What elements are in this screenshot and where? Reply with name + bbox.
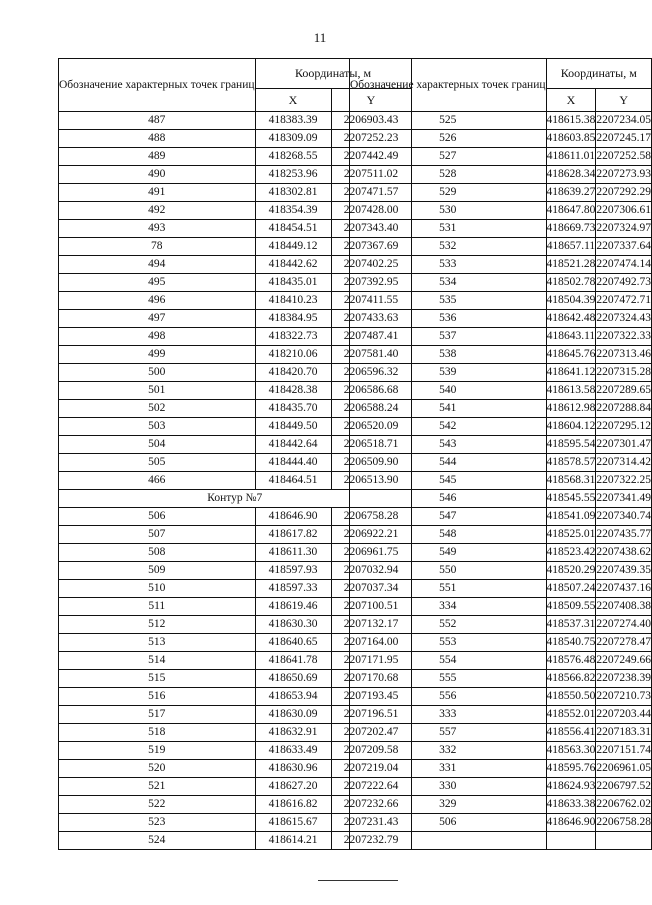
table-row bbox=[350, 328, 652, 346]
y-cell: 2207301.47 bbox=[596, 436, 652, 454]
y-cell: 2207232.66 bbox=[331, 796, 411, 814]
x-cell: 418454.51 bbox=[255, 220, 331, 238]
x-cell: 418603.85 bbox=[546, 130, 596, 148]
point-id-cell: 493 bbox=[59, 220, 256, 238]
y-cell: 2207170.68 bbox=[331, 670, 411, 688]
x-cell: 418633.38 bbox=[546, 796, 596, 814]
y-cell: 2207337.64 bbox=[596, 238, 652, 256]
x-cell: 418520.29 bbox=[546, 562, 596, 580]
x-cell: 418428.38 bbox=[255, 382, 331, 400]
point-id-cell: 523 bbox=[59, 814, 256, 832]
x-cell: 418537.31 bbox=[546, 616, 596, 634]
table-row bbox=[350, 724, 652, 742]
y-cell: 2207439.35 bbox=[596, 562, 652, 580]
y-cell: 2207367.69 bbox=[331, 238, 411, 256]
x-cell: 418647.80 bbox=[546, 202, 596, 220]
point-id-cell: 527 bbox=[350, 148, 547, 166]
point-id-cell: 488 bbox=[59, 130, 256, 148]
y-cell: 2207196.51 bbox=[331, 706, 411, 724]
x-cell: 418615.67 bbox=[255, 814, 331, 832]
y-cell: 2207193.45 bbox=[331, 688, 411, 706]
table-row bbox=[350, 616, 652, 634]
point-id-cell: 521 bbox=[59, 778, 256, 796]
table-row bbox=[350, 310, 652, 328]
x-cell: 418624.93 bbox=[546, 778, 596, 796]
y-cell: 2207471.57 bbox=[331, 184, 411, 202]
point-id-cell: 540 bbox=[350, 382, 547, 400]
x-cell: 418525.01 bbox=[546, 526, 596, 544]
y-cell: 2207340.74 bbox=[596, 508, 652, 526]
table-row bbox=[350, 292, 652, 310]
x-cell: 418628.34 bbox=[546, 166, 596, 184]
y-cell: 2207183.31 bbox=[596, 724, 652, 742]
page-number: 11 bbox=[313, 30, 327, 45]
point-id-cell: 549 bbox=[350, 544, 547, 562]
point-id-cell: 520 bbox=[59, 760, 256, 778]
footer-divider bbox=[318, 880, 398, 881]
point-id-cell: 541 bbox=[350, 400, 547, 418]
x-cell: 418619.46 bbox=[255, 598, 331, 616]
point-id-cell: 529 bbox=[350, 184, 547, 202]
x-cell: 418630.96 bbox=[255, 760, 331, 778]
x-cell: 418383.39 bbox=[255, 112, 331, 130]
table-row bbox=[350, 706, 652, 724]
y-header: Y bbox=[331, 88, 411, 111]
y-cell: 2207222.64 bbox=[331, 778, 411, 796]
point-id-cell: 332 bbox=[350, 742, 547, 760]
point-id-cell: 333 bbox=[350, 706, 547, 724]
table-row bbox=[350, 490, 652, 508]
y-cell: 2207315.28 bbox=[596, 364, 652, 382]
y-cell: 2207288.84 bbox=[596, 400, 652, 418]
y-cell: 2207341.49 bbox=[596, 490, 652, 508]
x-header: X bbox=[546, 88, 596, 111]
x-cell: 418630.09 bbox=[255, 706, 331, 724]
y-cell: 2206797.52 bbox=[596, 778, 652, 796]
point-id-cell: 503 bbox=[59, 418, 256, 436]
coords-header: Координаты, м bbox=[546, 59, 652, 89]
table-row bbox=[350, 418, 652, 436]
x-cell: 418614.21 bbox=[255, 832, 331, 850]
table-row bbox=[350, 760, 652, 778]
table-row bbox=[350, 346, 652, 364]
x-cell: 418595.76 bbox=[546, 760, 596, 778]
y-cell: 2207164.00 bbox=[331, 634, 411, 652]
x-cell: 418611.01 bbox=[546, 148, 596, 166]
x-cell: 418650.69 bbox=[255, 670, 331, 688]
point-id-cell: 494 bbox=[59, 256, 256, 274]
y-cell: 2207322.33 bbox=[596, 328, 652, 346]
table-row bbox=[350, 688, 652, 706]
x-cell: 418566.82 bbox=[546, 670, 596, 688]
point-id-cell: 517 bbox=[59, 706, 256, 724]
point-id-cell: 547 bbox=[350, 508, 547, 526]
x-cell: 418563.30 bbox=[546, 742, 596, 760]
point-id-cell: 542 bbox=[350, 418, 547, 436]
y-cell: 2206758.28 bbox=[331, 508, 411, 526]
y-cell: 2207581.40 bbox=[331, 346, 411, 364]
y-cell: 2206762.02 bbox=[596, 796, 652, 814]
y-cell: 2207231.43 bbox=[331, 814, 411, 832]
x-cell: 418653.94 bbox=[255, 688, 331, 706]
point-id-cell: 556 bbox=[350, 688, 547, 706]
y-cell: 2206586.68 bbox=[331, 382, 411, 400]
point-id-cell: 522 bbox=[59, 796, 256, 814]
x-cell: 418435.01 bbox=[255, 274, 331, 292]
y-cell: 2207032.94 bbox=[331, 562, 411, 580]
table-row bbox=[350, 112, 652, 130]
point-id-cell: 537 bbox=[350, 328, 547, 346]
x-cell: 418576.48 bbox=[546, 652, 596, 670]
y-cell: 2207203.44 bbox=[596, 706, 652, 724]
y-cell: 2207492.73 bbox=[596, 274, 652, 292]
x-cell: 418578.57 bbox=[546, 454, 596, 472]
y-cell: 2207232.79 bbox=[331, 832, 411, 850]
point-id-cell: 499 bbox=[59, 346, 256, 364]
point-header: Обозначение характерных точек границ bbox=[59, 59, 256, 112]
point-id-cell: 504 bbox=[59, 436, 256, 454]
point-id-cell: 500 bbox=[59, 364, 256, 382]
y-header: Y bbox=[596, 88, 652, 111]
table-row bbox=[350, 544, 652, 562]
y-cell: 2207219.04 bbox=[331, 760, 411, 778]
y-cell: 2207252.23 bbox=[331, 130, 411, 148]
y-cell: 2207292.29 bbox=[596, 184, 652, 202]
x-cell: 418643.11 bbox=[546, 328, 596, 346]
x-cell: 418540.75 bbox=[546, 634, 596, 652]
point-id-cell: 508 bbox=[59, 544, 256, 562]
table-row bbox=[350, 778, 652, 796]
table-row bbox=[350, 166, 652, 184]
x-cell: 418509.55 bbox=[546, 598, 596, 616]
point-id-cell: 334 bbox=[350, 598, 547, 616]
x-cell: 418657.11 bbox=[546, 238, 596, 256]
table-row bbox=[350, 238, 652, 256]
y-cell: 2207100.51 bbox=[331, 598, 411, 616]
table-row bbox=[350, 526, 652, 544]
point-id-cell: 516 bbox=[59, 688, 256, 706]
y-cell: 2207313.46 bbox=[596, 346, 652, 364]
x-cell: 418597.33 bbox=[255, 580, 331, 598]
y-cell: 2207487.41 bbox=[331, 328, 411, 346]
y-cell: 2207472.71 bbox=[596, 292, 652, 310]
point-id-cell: 552 bbox=[350, 616, 547, 634]
point-id-cell: 548 bbox=[350, 526, 547, 544]
point-id-cell: 551 bbox=[350, 580, 547, 598]
x-cell: 418449.50 bbox=[255, 418, 331, 436]
y-cell: 2207343.40 bbox=[331, 220, 411, 238]
table-row bbox=[350, 454, 652, 472]
x-cell: 418611.30 bbox=[255, 544, 331, 562]
point-id-cell: 538 bbox=[350, 346, 547, 364]
point-id-cell: 553 bbox=[350, 634, 547, 652]
table-row bbox=[350, 364, 652, 382]
x-cell: 418444.40 bbox=[255, 454, 331, 472]
point-id-cell: 466 bbox=[59, 472, 256, 490]
y-cell: 2206509.90 bbox=[331, 454, 411, 472]
point-id-cell: 531 bbox=[350, 220, 547, 238]
x-cell: 418595.54 bbox=[546, 436, 596, 454]
y-cell: 2206513.90 bbox=[331, 472, 411, 490]
empty-cell bbox=[350, 832, 547, 850]
point-id-cell: 78 bbox=[59, 238, 256, 256]
y-cell: 2207132.17 bbox=[331, 616, 411, 634]
table-row bbox=[350, 256, 652, 274]
table-row bbox=[350, 652, 652, 670]
y-cell: 2207428.00 bbox=[331, 202, 411, 220]
point-id-cell: 533 bbox=[350, 256, 547, 274]
table-row bbox=[350, 130, 652, 148]
point-id-cell: 524 bbox=[59, 832, 256, 850]
x-cell: 418604.12 bbox=[546, 418, 596, 436]
y-cell: 2206922.21 bbox=[331, 526, 411, 544]
point-id-cell: 501 bbox=[59, 382, 256, 400]
y-cell: 2206758.28 bbox=[596, 814, 652, 832]
y-cell: 2207322.25 bbox=[596, 472, 652, 490]
x-cell: 418612.98 bbox=[546, 400, 596, 418]
point-id-cell: 544 bbox=[350, 454, 547, 472]
x-cell: 418556.41 bbox=[546, 724, 596, 742]
table-row bbox=[350, 508, 652, 526]
point-id-cell: 505 bbox=[59, 454, 256, 472]
table-row bbox=[350, 274, 652, 292]
x-cell: 418615.38 bbox=[546, 112, 596, 130]
y-cell: 2207324.97 bbox=[596, 220, 652, 238]
y-cell: 2207435.77 bbox=[596, 526, 652, 544]
y-cell: 2207437.16 bbox=[596, 580, 652, 598]
y-cell: 2207274.40 bbox=[596, 616, 652, 634]
table-row bbox=[350, 400, 652, 418]
y-cell: 2207324.43 bbox=[596, 310, 652, 328]
y-cell: 2207511.02 bbox=[331, 166, 411, 184]
point-id-cell: 530 bbox=[350, 202, 547, 220]
y-cell: 2207245.17 bbox=[596, 130, 652, 148]
point-id-cell: 489 bbox=[59, 148, 256, 166]
empty-cell bbox=[546, 832, 596, 850]
point-id-cell: 526 bbox=[350, 130, 547, 148]
y-cell: 2207411.55 bbox=[331, 292, 411, 310]
point-id-cell: 532 bbox=[350, 238, 547, 256]
y-cell: 2206961.75 bbox=[331, 544, 411, 562]
x-cell: 418541.09 bbox=[546, 508, 596, 526]
point-id-cell: 536 bbox=[350, 310, 547, 328]
y-cell: 2207442.49 bbox=[331, 148, 411, 166]
x-cell: 418268.55 bbox=[255, 148, 331, 166]
y-cell: 2207295.12 bbox=[596, 418, 652, 436]
point-id-cell: 496 bbox=[59, 292, 256, 310]
point-id-cell: 525 bbox=[350, 112, 547, 130]
point-id-cell: 329 bbox=[350, 796, 547, 814]
table-row bbox=[350, 742, 652, 760]
y-cell: 2207151.74 bbox=[596, 742, 652, 760]
point-id-cell: 543 bbox=[350, 436, 547, 454]
x-cell: 418639.27 bbox=[546, 184, 596, 202]
point-id-cell: 539 bbox=[350, 364, 547, 382]
point-id-cell: 550 bbox=[350, 562, 547, 580]
x-cell: 418435.70 bbox=[255, 400, 331, 418]
y-cell: 2207438.62 bbox=[596, 544, 652, 562]
x-cell: 418449.12 bbox=[255, 238, 331, 256]
x-cell: 418641.12 bbox=[546, 364, 596, 382]
table-row bbox=[350, 382, 652, 400]
y-cell: 2206961.05 bbox=[596, 760, 652, 778]
table-row bbox=[350, 598, 652, 616]
point-id-cell: 515 bbox=[59, 670, 256, 688]
x-cell: 418521.28 bbox=[546, 256, 596, 274]
point-id-cell: 554 bbox=[350, 652, 547, 670]
x-cell: 418627.20 bbox=[255, 778, 331, 796]
table-row bbox=[350, 148, 652, 166]
point-id-cell: 519 bbox=[59, 742, 256, 760]
x-cell: 418464.51 bbox=[255, 472, 331, 490]
y-cell: 2207408.38 bbox=[596, 598, 652, 616]
x-cell: 418617.82 bbox=[255, 526, 331, 544]
point-id-cell: 490 bbox=[59, 166, 256, 184]
y-cell: 2207273.93 bbox=[596, 166, 652, 184]
x-cell: 418253.96 bbox=[255, 166, 331, 184]
x-cell: 418523.42 bbox=[546, 544, 596, 562]
x-cell: 418354.39 bbox=[255, 202, 331, 220]
point-header: Обозначение характерных точек границ bbox=[350, 59, 547, 112]
x-cell: 418384.95 bbox=[255, 310, 331, 328]
y-cell: 2207234.05 bbox=[596, 112, 652, 130]
y-cell: 2207289.65 bbox=[596, 382, 652, 400]
table-row bbox=[350, 814, 652, 832]
table-row bbox=[350, 436, 652, 454]
point-id-cell: 492 bbox=[59, 202, 256, 220]
point-id-cell: 535 bbox=[350, 292, 547, 310]
point-id-cell: 513 bbox=[59, 634, 256, 652]
y-cell: 2207402.25 bbox=[331, 256, 411, 274]
y-cell: 2207171.95 bbox=[331, 652, 411, 670]
x-cell: 418669.73 bbox=[546, 220, 596, 238]
point-id-cell: 512 bbox=[59, 616, 256, 634]
y-cell: 2206596.32 bbox=[331, 364, 411, 382]
point-id-cell: 495 bbox=[59, 274, 256, 292]
table-row bbox=[350, 634, 652, 652]
x-cell: 418640.65 bbox=[255, 634, 331, 652]
table-row bbox=[350, 220, 652, 238]
table-row bbox=[350, 832, 652, 850]
x-cell: 418504.39 bbox=[546, 292, 596, 310]
table-row bbox=[350, 796, 652, 814]
y-cell: 2207474.14 bbox=[596, 256, 652, 274]
y-cell: 2206518.71 bbox=[331, 436, 411, 454]
empty-cell bbox=[596, 832, 652, 850]
point-id-cell: 506 bbox=[350, 814, 547, 832]
x-cell: 418210.06 bbox=[255, 346, 331, 364]
y-cell: 2207392.95 bbox=[331, 274, 411, 292]
point-id-cell: 487 bbox=[59, 112, 256, 130]
y-cell: 2206520.09 bbox=[331, 418, 411, 436]
x-cell: 418442.62 bbox=[255, 256, 331, 274]
table-row bbox=[350, 580, 652, 598]
x-cell: 418613.58 bbox=[546, 382, 596, 400]
x-cell: 418641.78 bbox=[255, 652, 331, 670]
table-row bbox=[350, 472, 652, 490]
x-cell: 418420.70 bbox=[255, 364, 331, 382]
point-id-cell: 511 bbox=[59, 598, 256, 616]
point-id-cell: 506 bbox=[59, 508, 256, 526]
table-row bbox=[350, 184, 652, 202]
y-cell: 2207306.61 bbox=[596, 202, 652, 220]
x-cell: 418442.64 bbox=[255, 436, 331, 454]
x-cell: 418632.91 bbox=[255, 724, 331, 742]
section-title: Контур №7 bbox=[59, 490, 412, 508]
x-cell: 418568.31 bbox=[546, 472, 596, 490]
y-cell: 2207037.34 bbox=[331, 580, 411, 598]
point-id-cell: 557 bbox=[350, 724, 547, 742]
x-cell: 418616.82 bbox=[255, 796, 331, 814]
x-cell: 418322.73 bbox=[255, 328, 331, 346]
y-cell: 2207209.58 bbox=[331, 742, 411, 760]
x-cell: 418507.24 bbox=[546, 580, 596, 598]
x-cell: 418597.93 bbox=[255, 562, 331, 580]
x-cell: 418630.30 bbox=[255, 616, 331, 634]
x-cell: 418645.76 bbox=[546, 346, 596, 364]
table-row bbox=[350, 562, 652, 580]
point-id-cell: 528 bbox=[350, 166, 547, 184]
y-cell: 2207278.47 bbox=[596, 634, 652, 652]
x-header: X bbox=[255, 88, 331, 111]
y-cell: 2207249.66 bbox=[596, 652, 652, 670]
coords-header: Координаты, м bbox=[255, 59, 411, 89]
point-id-cell: 514 bbox=[59, 652, 256, 670]
point-id-cell: 491 bbox=[59, 184, 256, 202]
x-cell: 418550.50 bbox=[546, 688, 596, 706]
y-cell: 2207202.47 bbox=[331, 724, 411, 742]
point-id-cell: 555 bbox=[350, 670, 547, 688]
point-id-cell: 518 bbox=[59, 724, 256, 742]
point-id-cell: 331 bbox=[350, 760, 547, 778]
point-id-cell: 534 bbox=[350, 274, 547, 292]
table-row bbox=[350, 670, 652, 688]
x-cell: 418646.90 bbox=[255, 508, 331, 526]
x-cell: 418646.90 bbox=[546, 814, 596, 832]
y-cell: 2206903.43 bbox=[331, 112, 411, 130]
y-cell: 2207238.39 bbox=[596, 670, 652, 688]
x-cell: 418302.81 bbox=[255, 184, 331, 202]
point-id-cell: 546 bbox=[350, 490, 547, 508]
point-id-cell: 509 bbox=[59, 562, 256, 580]
x-cell: 418545.55 bbox=[546, 490, 596, 508]
x-cell: 418552.01 bbox=[546, 706, 596, 724]
table-row bbox=[350, 202, 652, 220]
point-id-cell: 545 bbox=[350, 472, 547, 490]
y-cell: 2207314.42 bbox=[596, 454, 652, 472]
x-cell: 418642.48 bbox=[546, 310, 596, 328]
point-id-cell: 507 bbox=[59, 526, 256, 544]
x-cell: 418633.49 bbox=[255, 742, 331, 760]
point-id-cell: 497 bbox=[59, 310, 256, 328]
y-cell: 2207433.63 bbox=[331, 310, 411, 328]
coordinates-table-right bbox=[349, 58, 652, 850]
point-id-cell: 498 bbox=[59, 328, 256, 346]
point-id-cell: 330 bbox=[350, 778, 547, 796]
x-cell: 418410.23 bbox=[255, 292, 331, 310]
point-id-cell: 510 bbox=[59, 580, 256, 598]
y-cell: 2207210.73 bbox=[596, 688, 652, 706]
y-cell: 2206588.24 bbox=[331, 400, 411, 418]
point-id-cell: 502 bbox=[59, 400, 256, 418]
x-cell: 418502.78 bbox=[546, 274, 596, 292]
x-cell: 418309.09 bbox=[255, 130, 331, 148]
y-cell: 2207252.58 bbox=[596, 148, 652, 166]
